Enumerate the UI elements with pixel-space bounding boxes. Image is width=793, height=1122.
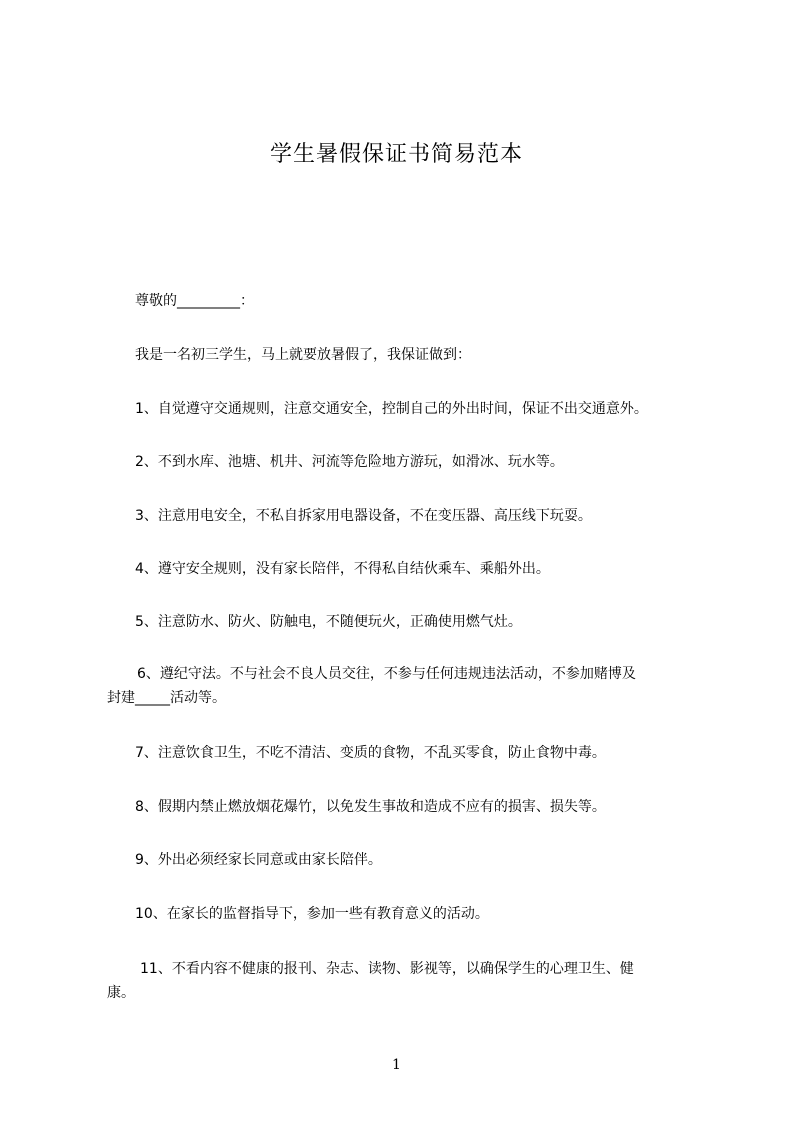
item-5: 5、注意防水、防火、防触电，不随便玩火，正确使用燃气灶。 [135,614,522,630]
item-1: 1、自觉遵守交通规则，注意交通安全，控制自己的外出时间，保证不出交通意外。 [135,401,648,417]
item-10: 10、在家长的监督指导下，参加一些有教育意义的活动。 [135,906,489,922]
item-6 [107,662,707,710]
item-11-line-2: 康。 [107,985,135,1001]
item-7: 7、注意饮食卫生，不吃不清洁、变质的食物，不乱买零食，防止食物中毒。 [135,745,606,761]
item-4: 4、遵守安全规则，没有家长陪伴，不得私自结伙乘车、乘船外出。 [135,561,550,577]
item-2: 2、不到水库、池塘、机井、河流等危险地方游玩，如滑冰、玩水等。 [135,454,564,470]
item-6-line-2: 封建_____活动等。 [107,690,226,706]
item-11 [107,957,707,1005]
page-number: 1 [392,1057,401,1073]
intro-paragraph: 我是一名初三学生，马上就要放暑假了，我保证做到： [135,347,471,363]
item-6-line-1: 6、遵纪守法。不与社会不良人员交往，不参与任何违规违法活动，不参加赌博及 [137,666,636,682]
document-title: 学生暑假保证书简易范本 [269,142,523,167]
item-11-line-1: 11、不看内容不健康的报刊、杂志、读物、影视等，以确保学生的心理卫生、健 [140,961,634,977]
salutation: 尊敬的_________： [135,293,254,309]
item-8: 8、假期内禁止燃放烟花爆竹，以免发生事故和造成不应有的损害、损失等。 [135,799,606,815]
item-9: 9、外出必须经家长同意或由家长陪伴。 [135,852,382,868]
item-3: 3、注意用电安全，不私自拆家用电器设备，不在变压器、高压线下玩耍。 [135,508,592,524]
